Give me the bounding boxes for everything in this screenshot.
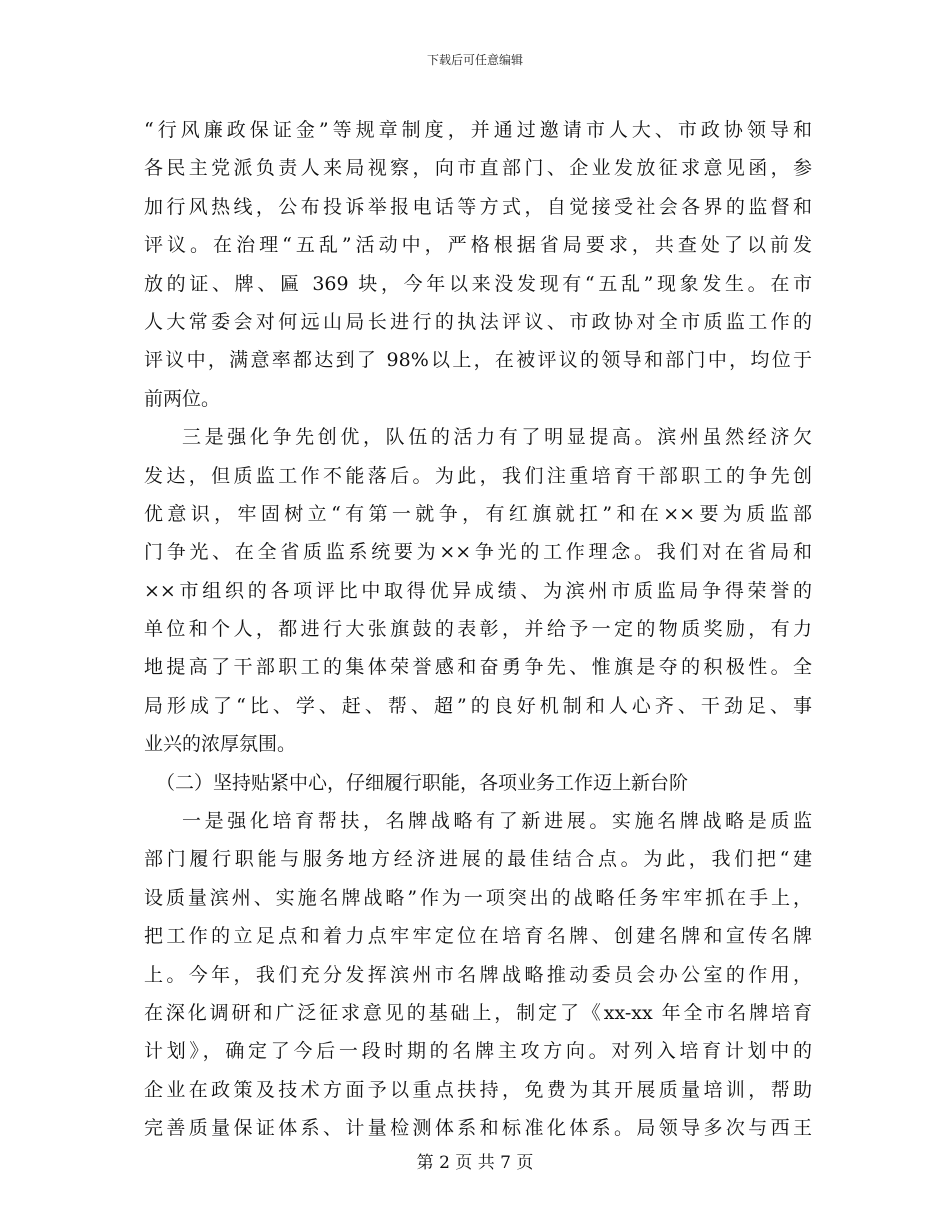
document-body xyxy=(144,111,812,1148)
text-line: 加行风热线，公布投诉举报电话等方式，自觉接受社会各界的监督和 xyxy=(144,195,812,218)
text-line: 在深化调研和广泛征求意见的基础上，制定了《xx-xx 年全市名牌培育 xyxy=(144,1001,812,1024)
text-line: 企业在政策及技术方面予以重点扶持，免费为其开展质量培训，帮助 xyxy=(144,1078,812,1101)
text-line: 地提高了干部职工的集体荣誉感和奋勇争先、惟旗是夺的积极性。全 xyxy=(144,656,812,679)
paragraph-end-line: 前两位。 xyxy=(144,387,221,410)
text-line: 单位和个人，都进行大张旗鼓的表彰，并给予一定的物质奖励，有力 xyxy=(144,618,812,641)
text-line: “行风廉政保证金”等规章制度，并通过邀请市人大、市政协领导和 xyxy=(144,119,812,141)
page-number-footer: 第 2 页 共 7 页 xyxy=(416,1153,534,1173)
text-line: 门争光、在全省质监系统要为××争光的工作理念。我们对在省局和 xyxy=(144,541,812,564)
text-line: 各民主党派负责人来局视察，向市直部门、企业发放征求意见函，参 xyxy=(144,157,812,180)
text-line: 计划》，确定了今后一段时期的名牌主攻方向。对列入培育计划中的 xyxy=(144,1040,812,1063)
text-line: 评议。在治理“五乱”活动中，严格根据省局要求，共查处了以前发 xyxy=(144,234,812,257)
text-line: 放的证、牌、匾 369 块，今年以来没发现有“五乱”现象发生。在市 xyxy=(144,272,812,295)
page-header-note: 下载后可任意编辑 xyxy=(426,53,523,67)
text-line: 人大常委会对何远山局长进行的执法评议、市政协对全市质监工作的 xyxy=(144,310,812,333)
text-line: 设质量滨州、实施名牌战略”作为一项突出的战略任务牢牢抓在手上， xyxy=(144,886,812,909)
section-heading: （二）坚持贴紧中心，仔细履行职能，各项业务工作迈上新台阶 xyxy=(156,771,689,794)
text-line: 完善质量保证体系、计量检测体系和标准化体系。局领导多次与西王 xyxy=(144,1117,812,1140)
text-line: 评议中，满意率都达到了 98%以上，在被评议的领导和部门中，均位于 xyxy=(144,349,812,372)
text-line: 优意识，牢固树立“有第一就争，有红旗就扛”和在××要为质监部 xyxy=(144,502,812,525)
text-line: 把工作的立足点和着力点牢牢定位在培育名牌、创建名牌和宣传名牌 xyxy=(144,925,812,948)
text-line: 上。今年，我们充分发挥滨州市名牌战略推动委员会办公室的作用， xyxy=(144,963,812,986)
paragraph-start-line: 三是强化争先创优，队伍的活力有了明显提高。滨州虽然经济欠 xyxy=(182,426,812,449)
text-line: 发达，但质监工作不能落后。为此，我们注重培育干部职工的争先创 xyxy=(144,464,812,487)
paragraph-start-line: 一是强化培育帮扶，名牌战略有了新进展。实施名牌战略是质监 xyxy=(182,810,812,833)
text-line: ××市组织的各项评比中取得优异成绩、为滨州市质监局争得荣誉的 xyxy=(144,579,812,602)
text-line: 部门履行职能与服务地方经济进展的最佳结合点。为此，我们把“建 xyxy=(144,848,812,871)
paragraph-end-line: 业兴的浓厚氛围。 xyxy=(144,733,297,756)
text-line: 局形成了“比、学、赶、帮、超”的良好机制和人心齐、干劲足、事 xyxy=(144,694,812,717)
